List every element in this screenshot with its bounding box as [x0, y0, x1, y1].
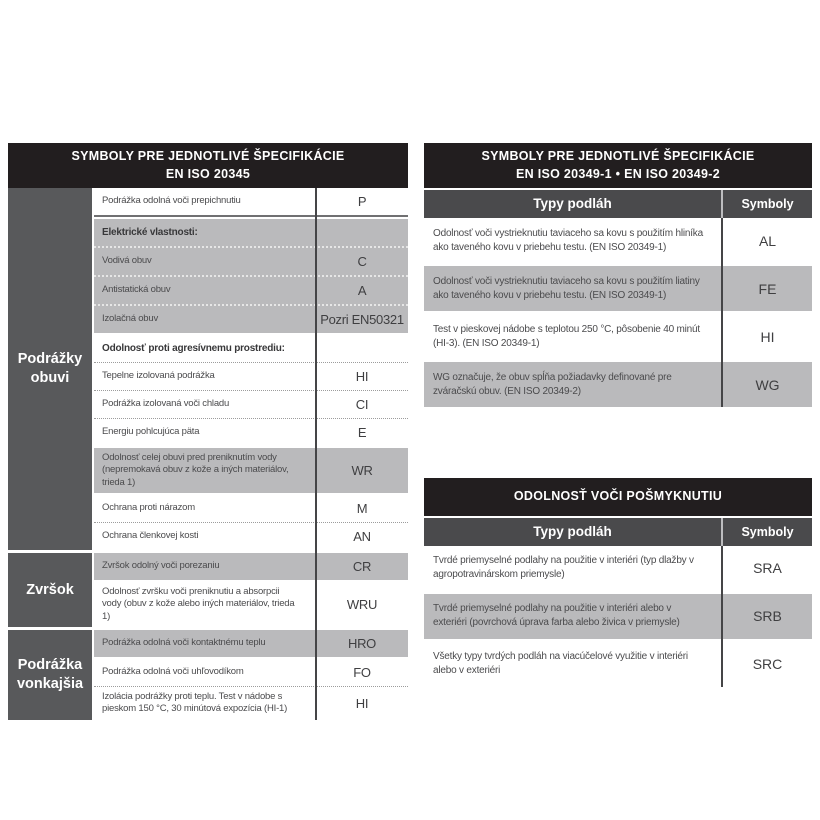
- table-title: [8, 143, 408, 188]
- row-symbol: SRC: [752, 656, 783, 672]
- row-symbol: P: [357, 194, 367, 209]
- column-divider-line: [721, 218, 723, 407]
- group-rows: [94, 553, 408, 627]
- row-symbol: [313, 335, 408, 362]
- row-symbol: WG: [755, 376, 780, 393]
- row-symbol: WRU: [346, 597, 378, 613]
- row-symbol: Pozri EN50321: [320, 312, 404, 327]
- table-row: [94, 217, 408, 246]
- row-desc: Odolnosť celej obuvi pred preniknutím vody (nepremokavá obuv z kože a iných materiálov, trieda 1): [102, 452, 289, 488]
- row-desc: Tepelne izolovaná podrážka: [102, 370, 215, 382]
- table-row: [94, 553, 408, 580]
- row-desc: Ochrana proti nárazom: [102, 502, 195, 514]
- row-symbol: HI: [760, 328, 775, 345]
- group-label: Zvršok: [8, 553, 94, 627]
- table-row: [94, 657, 408, 686]
- table-row: [94, 304, 408, 333]
- table-group: [8, 627, 408, 720]
- row-desc: Všetky typy tvrdých podláh na viacúčelové využitie v interiéri alebo v exteriéri: [433, 651, 688, 676]
- table-row: [94, 446, 408, 493]
- table-row: [94, 522, 408, 550]
- row-symbol: FO: [353, 665, 371, 681]
- table-row: [94, 275, 408, 304]
- row-desc: Vodivá obuv: [102, 255, 152, 267]
- row-symbol: AL: [758, 232, 777, 249]
- row-symbol: AN: [353, 529, 371, 545]
- row-symbol: FE: [758, 280, 777, 297]
- table-row: [424, 218, 812, 263]
- row-symbol: HI: [355, 369, 369, 384]
- row-desc: Odolnosť proti agresívnemu prostrediu:: [102, 343, 285, 354]
- spec-table-en-iso-20345: [8, 143, 408, 720]
- table-title-line2: EN ISO 20349-1 • EN ISO 20349-2: [515, 166, 721, 181]
- row-desc: WG označuje, že obuv spĺňa požiadavky definované pre zváračskú obuv. (EN ISO 20349-2): [433, 371, 672, 397]
- table-row: [94, 493, 408, 522]
- row-desc: Antistatická obuv: [102, 284, 171, 296]
- row-desc: Podrážka odolná voči prepichnutiu: [102, 195, 241, 207]
- row-symbol: WR: [351, 463, 373, 479]
- row-desc: Energiu pohlcujúca päta: [102, 426, 200, 438]
- row-desc: Izolácia podrážky proti teplu. Test v nádobe s pieskom 150 °C, 30 minútová expozícia (HI-1): [102, 691, 288, 715]
- row-symbol: M: [356, 501, 368, 517]
- table-body: [8, 188, 408, 720]
- row-desc: Test v pieskovej nádobe s teplotou 250 °C, pôsobenie 40 minút (HI-3). (EN ISO 20349-1): [433, 323, 700, 349]
- table-title-line1: SYMBOLY PRE JEDNOTLIVÉ ŠPECIFIKÁCIE: [481, 149, 755, 163]
- table-title-line1: ODOLNOSŤ VOČI POŠMYKNUTIU: [513, 489, 723, 503]
- group-rows: [94, 630, 408, 720]
- table-row: [424, 639, 812, 687]
- table-title: [424, 143, 812, 188]
- table-row: [94, 246, 408, 275]
- table-group: [8, 188, 408, 550]
- row-desc: Tvrdé priemyselné podlahy na použitie v interiéri alebo v exteriéri (povrchová úprava farba alebo živica v priemysle): [433, 603, 680, 628]
- table-row: [424, 311, 812, 359]
- row-symbol: E: [357, 425, 367, 440]
- table-row: [94, 686, 408, 720]
- spec-table-en-iso-20349: [424, 143, 812, 407]
- table-row: [94, 362, 408, 390]
- table-row: [424, 263, 812, 311]
- row-desc: Odolnosť zvršku voči preniknutiu a absorpcii vody (obuv z kože alebo iných materiálov, trieda 1): [102, 586, 295, 622]
- table-row: [94, 630, 408, 657]
- table-row: [94, 580, 408, 627]
- row-symbol: CR: [352, 559, 372, 575]
- row-symbol: HI: [355, 695, 369, 711]
- row-desc: Podrážka odolná voči kontaktnému teplu: [102, 637, 266, 649]
- column-header-row: [424, 516, 812, 546]
- table-row: [424, 546, 812, 591]
- col-header-symbols: Symboly: [721, 518, 812, 546]
- col-header-types: Typy podláh: [533, 196, 612, 211]
- row-desc: Odolnosť voči vystrieknutiu taviaceho sa kovu s použitím hliníka ako taveného kovu v priebehu testu. (EN ISO 20349-1): [433, 227, 703, 253]
- table-title: [424, 478, 812, 516]
- row-symbol: SRA: [753, 560, 782, 576]
- table-title-line2: EN ISO 20345: [165, 166, 251, 181]
- column-header-row: [424, 188, 812, 218]
- row-symbol: A: [357, 283, 367, 298]
- row-symbol: [313, 219, 408, 246]
- table-group: [8, 550, 408, 627]
- group-rows: [94, 188, 408, 550]
- group-label: Podrážka vonkajšia: [8, 630, 94, 720]
- row-symbol: C: [357, 254, 367, 269]
- table-body: [424, 218, 812, 407]
- row-symbol: CI: [355, 397, 369, 412]
- row-desc: Podrážka izolovaná voči chladu: [102, 398, 230, 410]
- column-divider-line: [315, 188, 317, 720]
- table-row: [424, 359, 812, 407]
- row-desc: Odolnosť voči vystrieknutiu taviaceho sa kovu s použitím liatiny ako taveného kovu v priebehu testu. (EN ISO 20349-1): [433, 275, 700, 301]
- table-body: [424, 546, 812, 687]
- table-title-line1: SYMBOLY PRE JEDNOTLIVÉ ŠPECIFIKÁCIE: [71, 149, 345, 163]
- row-desc: Podrážka odolná voči uhľovodíkom: [102, 666, 244, 678]
- row-desc: Elektrické vlastnosti:: [102, 227, 198, 238]
- column-divider-line: [721, 546, 723, 687]
- group-label: Podrážky obuvi: [8, 188, 94, 550]
- table-row: [94, 390, 408, 418]
- row-desc: Zvršok odolný voči porezaniu: [102, 560, 220, 572]
- table-row: [424, 591, 812, 639]
- row-desc: Ochrana členkovej kosti: [102, 530, 199, 542]
- row-symbol: HRO: [348, 636, 376, 652]
- row-desc: Izolačná obuv: [102, 313, 159, 325]
- col-header-symbols: Symboly: [721, 190, 812, 218]
- table-row: [94, 188, 408, 217]
- table-row: [94, 333, 408, 362]
- col-header-types: Typy podláh: [533, 523, 612, 539]
- row-desc: Tvrdé priemyselné podlahy na použitie v interiéri (typ dlažby v agropotravinárskom priemysle): [433, 555, 694, 580]
- table-row: [94, 418, 408, 446]
- row-symbol: SRB: [753, 608, 782, 624]
- slip-resistance-table: [424, 478, 812, 687]
